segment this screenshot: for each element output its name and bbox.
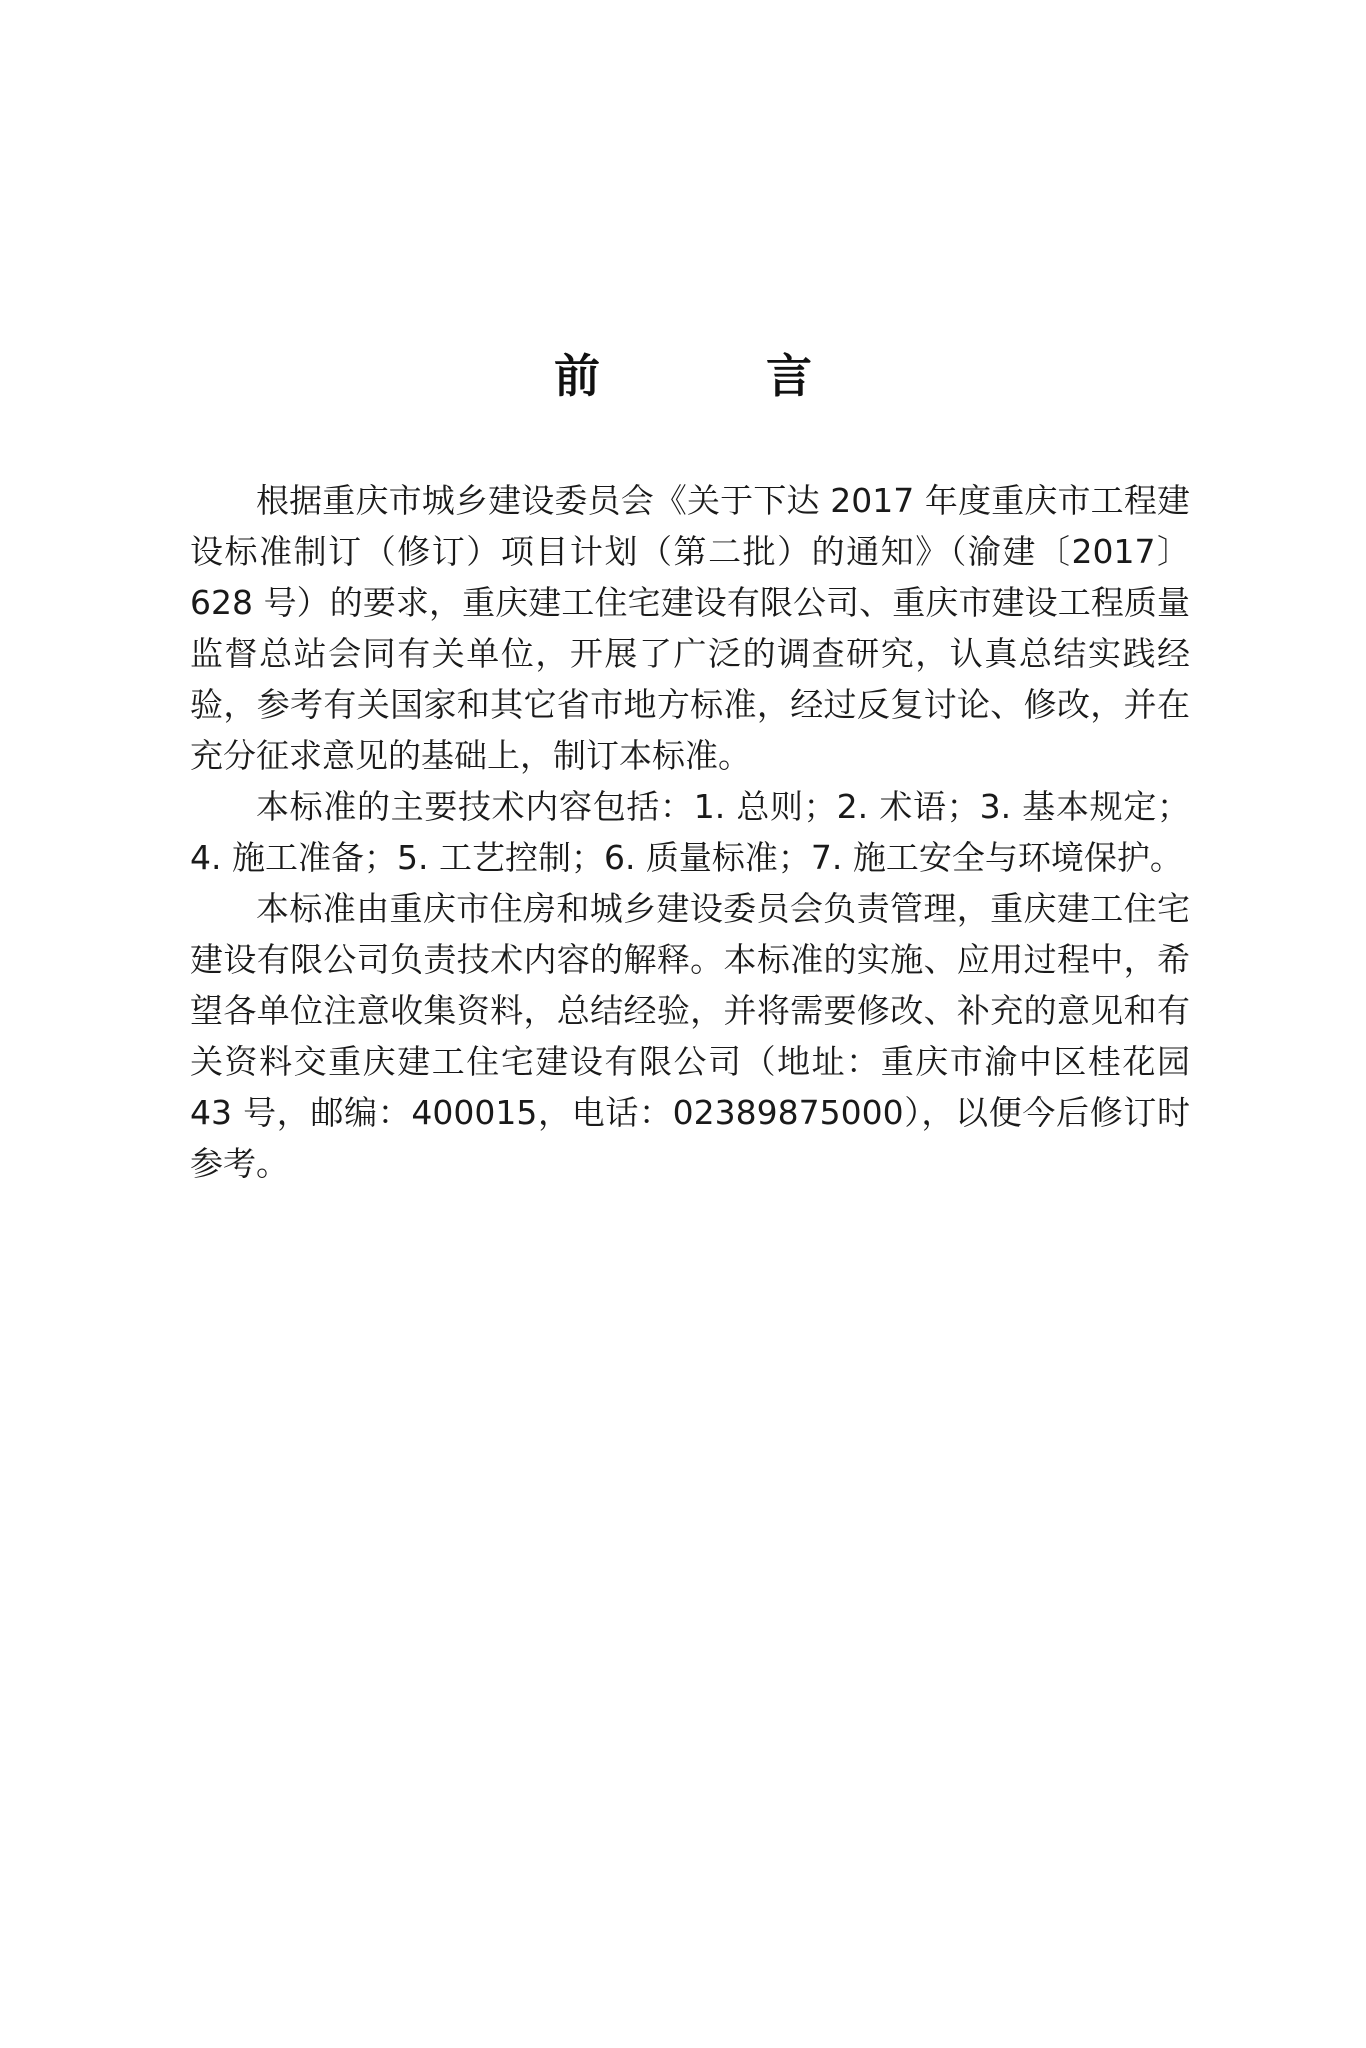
preface-body (190, 475, 1190, 1189)
paragraph-1: 根据重庆市城乡建设委员会《关于下达 2017 年度重庆市工程建设标准制订（修订）项目计划（第二批）的通知》（渝建〔2017〕628 号）的要求，重庆建工住宅建设有限公司、重庆市建设工程质量监督总站会同有关单位，开展了广泛的调查研究，认真总结实践经验，参考有关国家和其它省市地方标准，经过反复讨论、修改，并在充分征求意见的基础上，制订本标准。 (190, 481, 1190, 775)
paragraph-3: 本标准由重庆市住房和城乡建设委员会负责管理，重庆建工住宅建设有限公司负责技术内容的解释。本标准的实施、应用过程中，希望各单位注意收集资料，总结经验，并将需要修改、补充的意见和有关资料交重庆建工住宅建设有限公司（地址：重庆市渝中区桂花园 43 号，邮编：400015，电话：02389875000），以便今后修订时参考。 (190, 889, 1190, 1183)
page-title: 前 言 (554, 349, 872, 403)
paragraph-2: 本标准的主要技术内容包括：1. 总则；2. 术语；3. 基本规定；4. 施工准备；5. 工艺控制；6. 质量标准；7. 施工安全与环境保护。 (190, 787, 1190, 877)
